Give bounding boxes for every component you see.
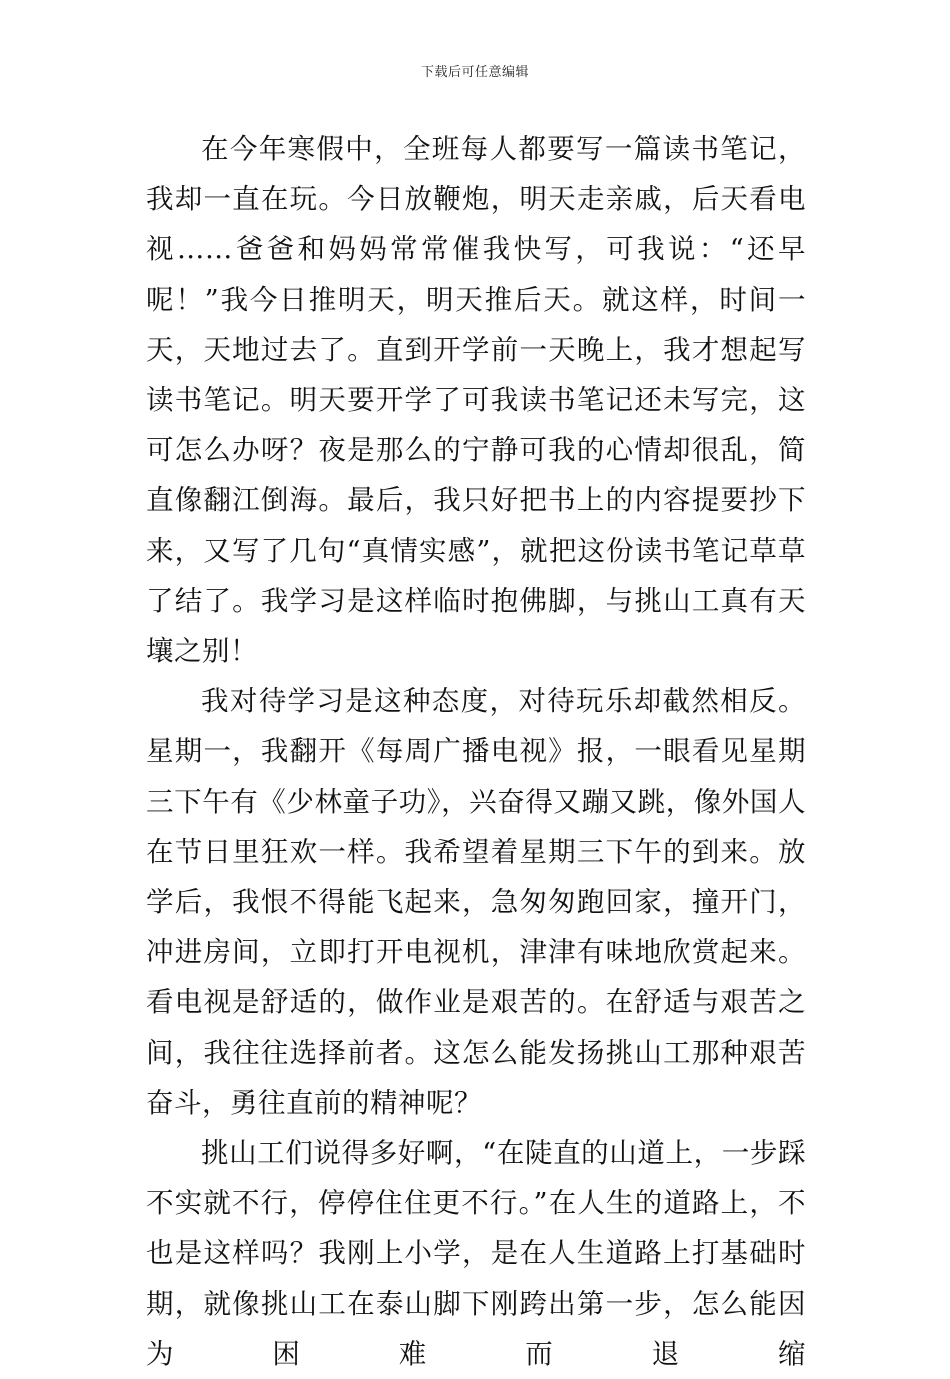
document-body bbox=[146, 124, 806, 1379]
page-header: 下载后可任意编辑 bbox=[420, 65, 529, 80]
paragraph-2: 我对待学习是这种态度，对待玩乐却截然相反。星期一，我翻开《每周广播电视》报，一眼看见星期三下午有《少林童子功》，兴奋得又蹦又跳，像外国人在节日里狂欢一样。我希望着星期三下午的到来。放学后，我恨不得能飞起来，急匆匆跑回家，撞开门，冲进房间，立即打开电视机，津津有味地欣赏起来。看电视是舒适的，做作业是艰苦的。在舒适与艰苦之间，我往往选择前者。这怎么能发扬挑山工那种艰苦奋斗，勇往直前的精神呢？ bbox=[146, 685, 806, 1119]
paragraph-1: 在今年寒假中，全班每人都要写一篇读书笔记，我却一直在玩。今日放鞭炮，明天走亲戚，后天看电视……爸爸和妈妈常常催我快写，可我说：“还早呢！”我今日推明天，明天推后天。就这样，时间一天，天地过去了。直到开学前一天晚上，我才想起写读书笔记。明天要开学了可我读书笔记还未写完，这可怎么办呀？夜是那么的宁静可我的心情却很乱，简直像翻江倒海。最后，我只好把书上的内容提要抄下来，又写了几句“真情实感”，就把这份读书笔记草草了结了。我学习是这样临时抱佛脚，与挑山工真有天壤之别！ bbox=[146, 133, 806, 668]
paragraph-3: 挑山工们说得多好啊，“在陡直的山道上，一步踩不实就不行，停停住住更不行。”在人生的道路上，不也是这样吗？我刚上小学，是在人生道路上打基础时期，就像挑山工在泰山脚下刚跨出第一步，怎么能因为困难而退缩 bbox=[146, 1137, 806, 1370]
